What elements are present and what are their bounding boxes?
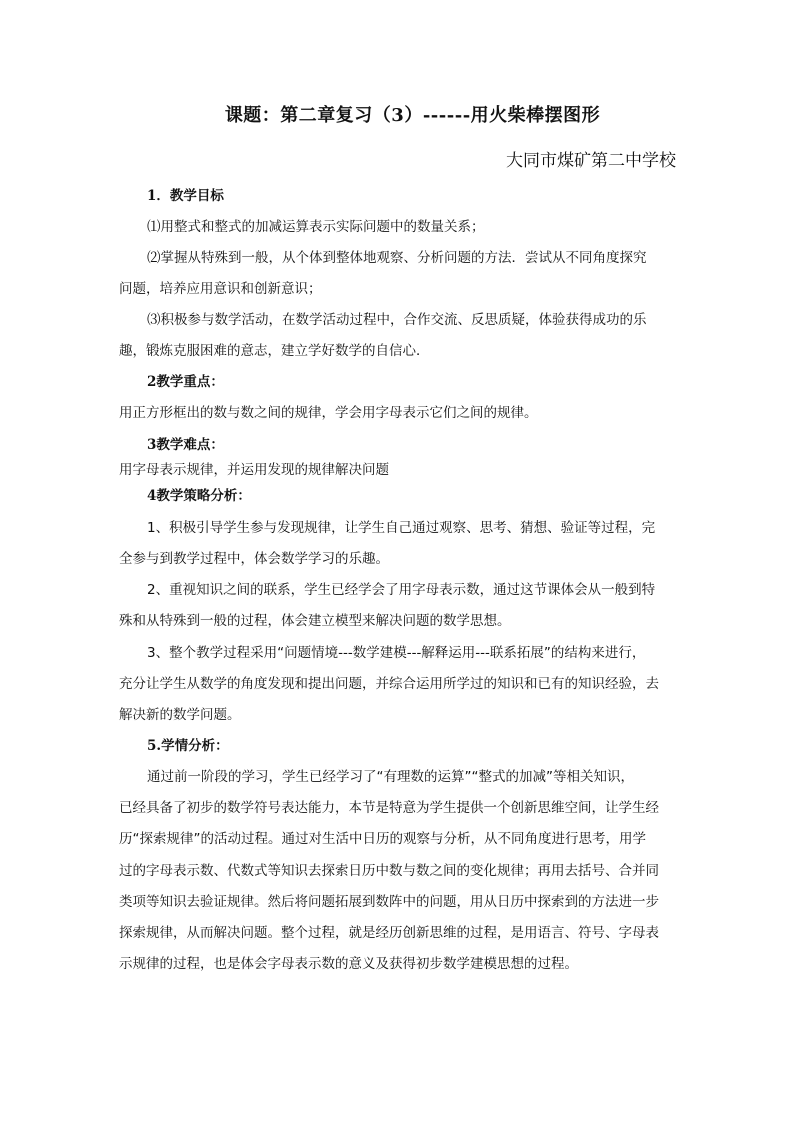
text-line: 用字母表示规律，并运用发现的规律解决问题 xyxy=(119,462,389,478)
text-line: 充分让学生从数学的角度发现和提出问题，并综合运用所学过的知识和已有的知识经验，去 xyxy=(119,676,659,692)
text-line: 1、积极引导学生参与发现规律，让学生自己通过观察、思考、猜想、验证等过程，完 xyxy=(147,520,656,536)
text-line: 通过前一阶段的学习，学生已经学习了“有理数的运算”“整式的加减”等相关知识， xyxy=(147,769,634,785)
text-line: 全参与到教学过程中，体会数学学习的乐趣。 xyxy=(119,551,389,567)
section-heading-student-analysis: 5.学情分析： xyxy=(147,738,229,754)
section-heading-difficulties: 3教学难点： xyxy=(147,437,224,453)
text-line: 解决新的数学问题。 xyxy=(119,707,241,723)
text-line: 3、整个教学过程采用“问题情境---数学建模---解释运用---联系拓展”的结构来进行， xyxy=(147,645,646,661)
text-line: 探索规律，从而解决问题。整个过程，就是经历创新思维的过程，是用语言、符号、字母表 xyxy=(119,925,659,941)
text-line: 类项等知识去验证规律。然后将问题拓展到数阵中的问题，用从日历中探索到的方法进一步 xyxy=(119,894,659,910)
school-name: 大同市煤矿第二中学校 xyxy=(506,151,676,171)
text-line: 2、重视知识之间的联系，学生已经学会了用字母表示数，通过这节课体会从一般到特 xyxy=(147,582,656,598)
text-line: 趣，锻炼克服困难的意志，建立学好数学的自信心． xyxy=(119,343,430,359)
text-line: ⑴用整式和整式的加减运算表示实际问题中的数量关系； xyxy=(147,219,485,235)
lesson-title: 课题：第二章复习（3）------用火柴棒摆图形 xyxy=(224,105,601,126)
text-line: ⑵掌握从特殊到一般，从个体到整体地观察、分析问题的方法．尝试从不同角度探究 xyxy=(147,250,647,266)
text-line: 已经具备了初步的数学符号表达能力，本节是特意为学生提供一个创新思维空间，让学生经 xyxy=(119,800,659,816)
text-line: 用正方形框出的数与数之间的规律，学会用字母表示它们之间的规律。 xyxy=(119,405,538,421)
text-line: 历“探索规律”的活动过程。通过对生活中日历的观察与分析，从不同角度进行思考，用学 xyxy=(119,831,646,847)
section-heading-key-points: 2教学重点： xyxy=(147,374,224,390)
section-heading-strategy: 4教学策略分析： xyxy=(147,488,251,504)
text-line: ⑶积极参与数学活动，在数学活动过程中，合作交流、反思质疑，体验获得成功的乐 xyxy=(147,312,647,328)
text-line: 示规律的过程，也是体会字母表示数的意义及获得初步数学建模思想的过程。 xyxy=(119,956,578,972)
text-line: 过的字母表示数、代数式等知识去探索日历中数与数之间的变化规律；再用去括号、合并同 xyxy=(119,863,659,879)
text-line: 问题，培养应用意识和创新意识； xyxy=(119,281,322,297)
section-heading-objectives: 1．教学目标 xyxy=(147,188,224,204)
text-line: 殊和从特殊到一般的过程，体会建立模型来解决问题的数学思想。 xyxy=(119,613,511,629)
